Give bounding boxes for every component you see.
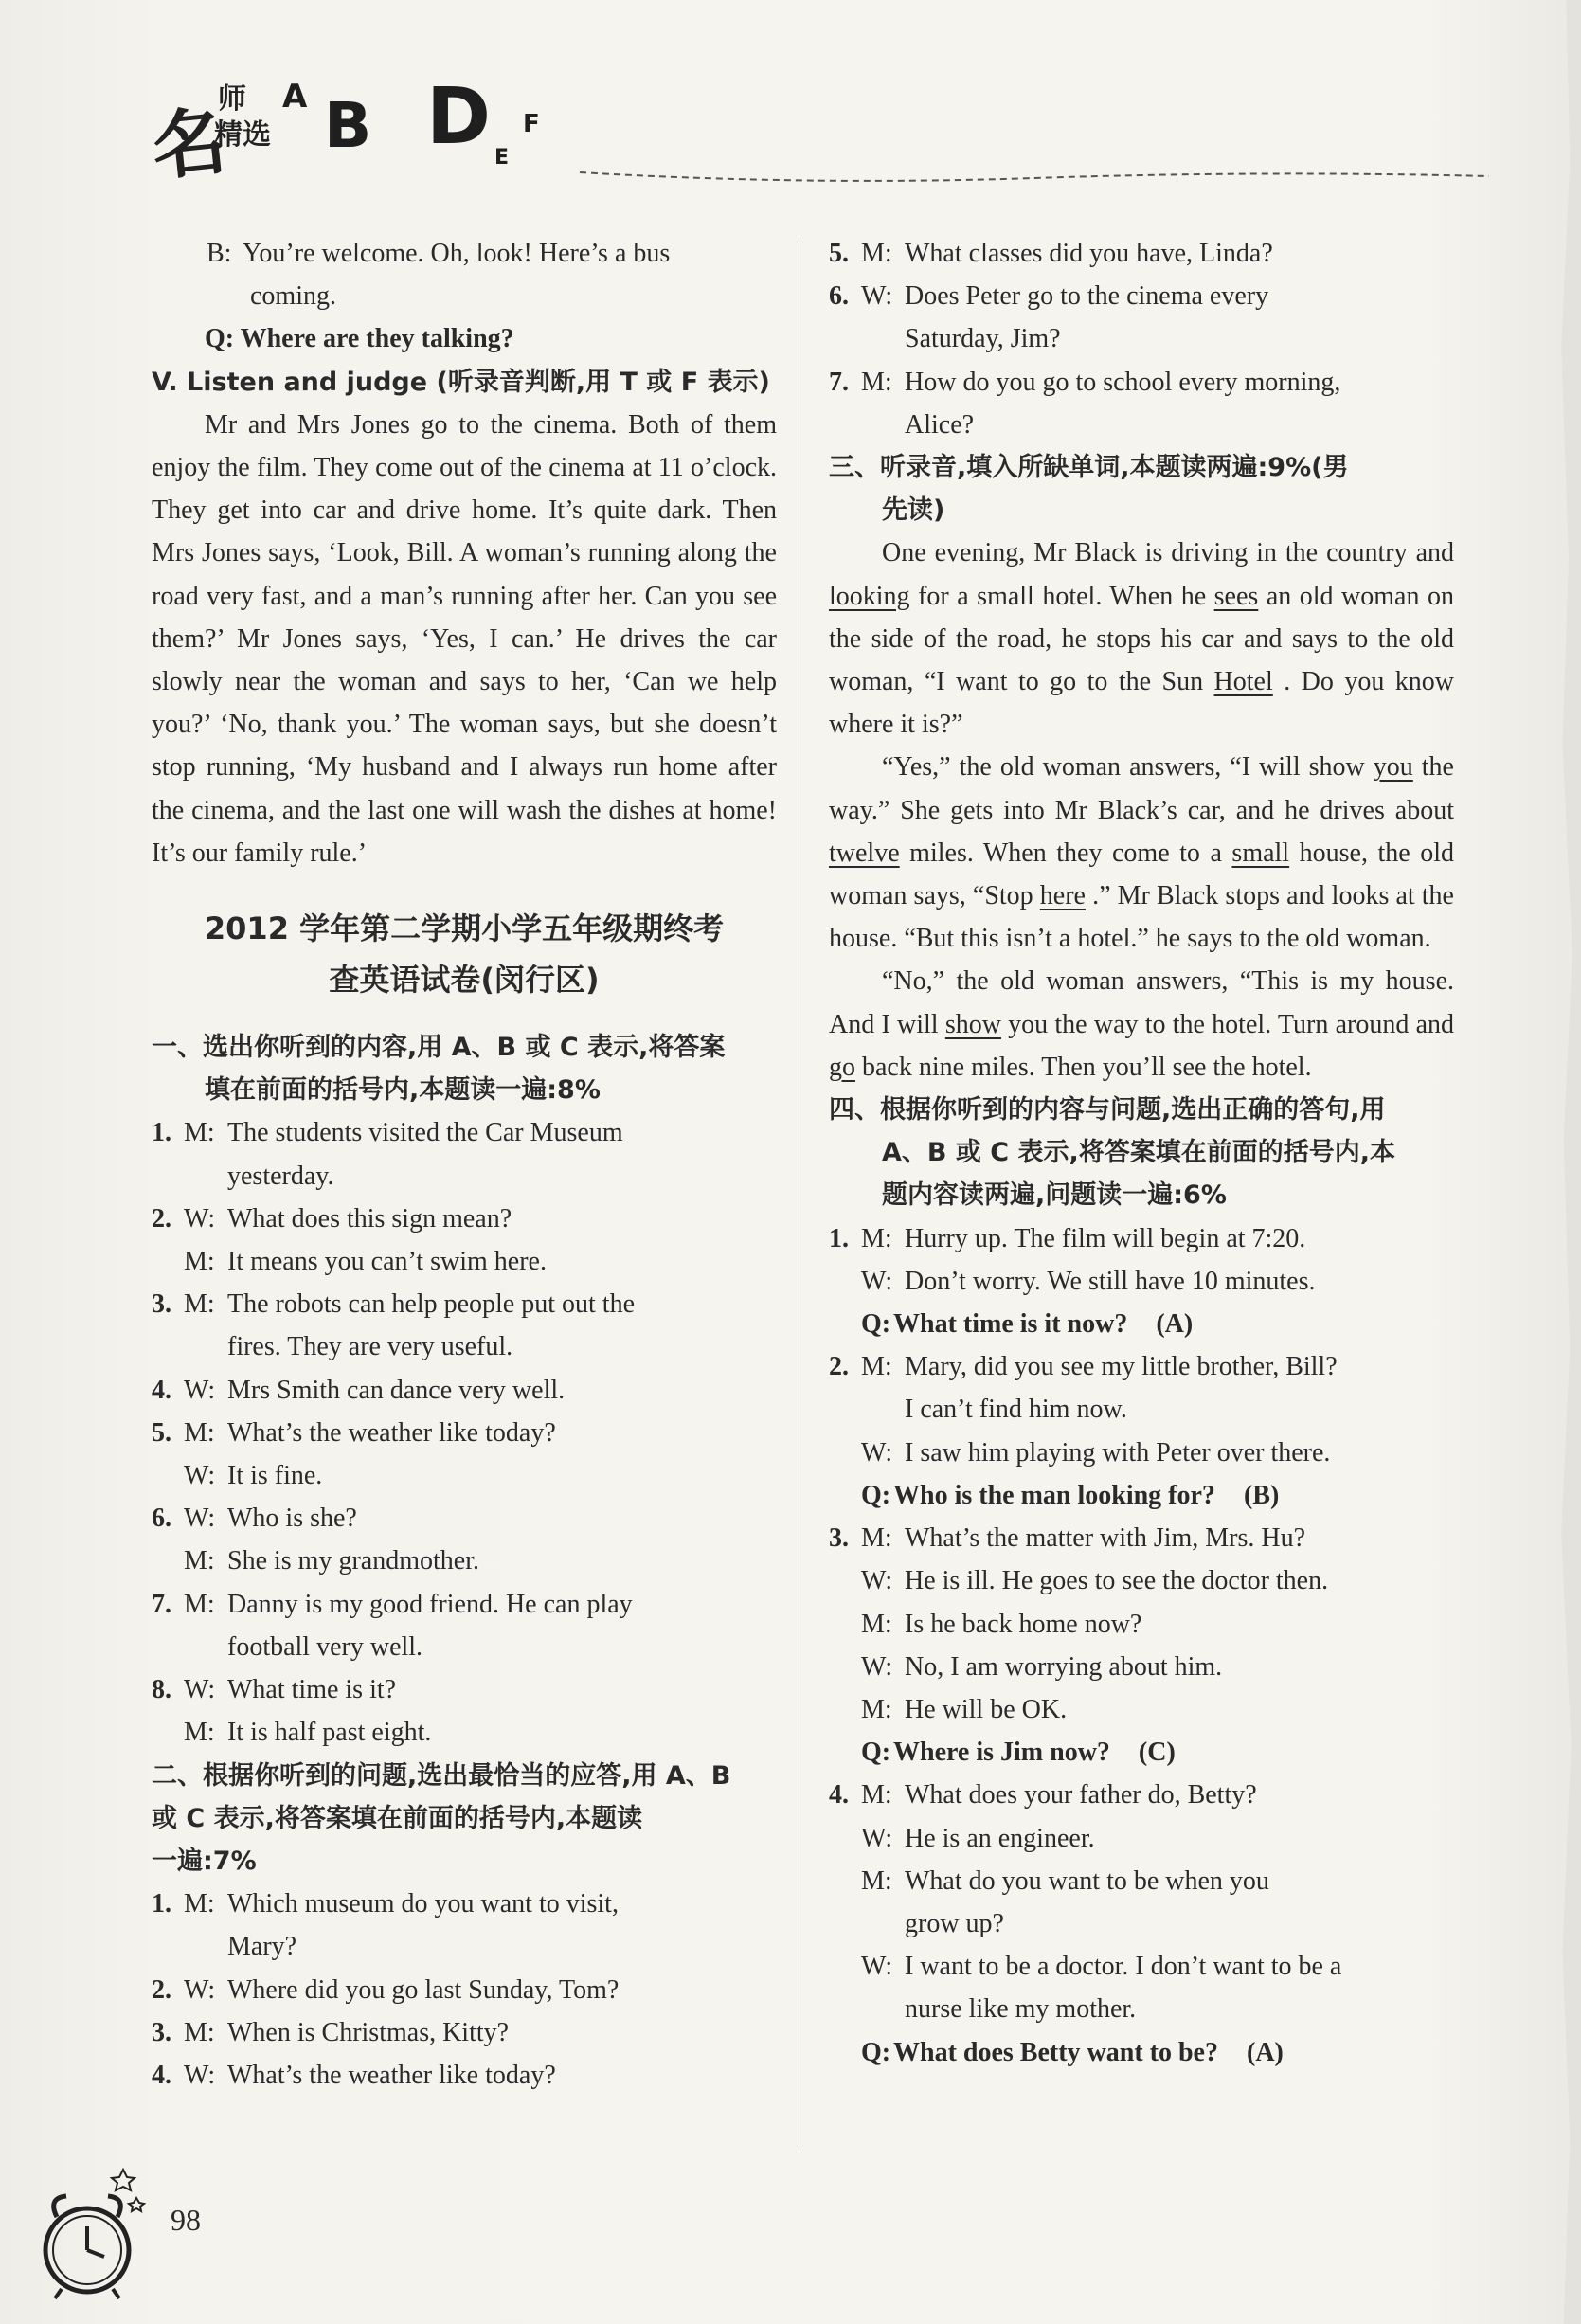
logo-sub1: 师 (218, 82, 246, 116)
section-2-heading (152, 1755, 777, 1883)
cloze-paragraph-1 (829, 531, 1454, 746)
dialogue-text: Which museum do you want to visit, (227, 1889, 619, 1919)
speaker (184, 1155, 227, 1198)
speaker: W: (861, 1266, 893, 1296)
cloze-paragraph-3 (829, 960, 1454, 1089)
answer-letter: (B) (1243, 1480, 1280, 1510)
speaker: M: (861, 239, 892, 268)
item-number (829, 1432, 861, 1474)
item-number (829, 1902, 861, 1945)
speaker: W: (184, 1375, 216, 1405)
item-number: 6. (829, 281, 849, 312)
section-4-items (829, 1217, 1454, 2074)
dialogue-line (152, 2011, 777, 2054)
speaker: M: (184, 1247, 215, 1277)
item-number: 5. (152, 1417, 171, 1448)
dialogue-line (152, 1369, 777, 1412)
section-instruction: 先读) (882, 495, 945, 526)
section-2-items-cont (829, 232, 1454, 446)
spacer (829, 1474, 861, 1517)
question-text: What time is it now? (893, 1309, 1128, 1340)
speaker: M: (184, 1118, 215, 1148)
logo-letter-d: D (426, 72, 492, 162)
alarm-clock-icon (28, 2151, 152, 2302)
filled-blank: Hotel (1213, 667, 1273, 697)
item-number: 1. (152, 1118, 171, 1148)
paragraph-text: .” Mr Black stops and looks at the house. “But this isn’t a hotel.” he says to the old woman. (829, 881, 1454, 954)
speaker (861, 1902, 905, 1945)
item-number (829, 1988, 861, 2030)
section-4-heading (829, 1089, 1454, 1217)
exam-title-line1: 2012 学年第二学期小学五年级期终考 (204, 910, 725, 947)
item-number (829, 1388, 861, 1431)
speaker: W: (861, 1651, 893, 1682)
item-number (829, 1860, 861, 1902)
dialogue-text: She is my grandmother. (227, 1546, 479, 1576)
paragraph-text: One evening, Mr Black is driving in the country and (882, 538, 1454, 568)
paragraph-text: you the way to the hotel. Turn around and (1000, 1009, 1454, 1039)
item-number (152, 1540, 184, 1582)
dialogue-line (152, 1111, 777, 1154)
dialogue-line (152, 1711, 777, 1754)
item-number: 8. (152, 1675, 171, 1705)
section-3-heading (829, 446, 1454, 531)
dialogue-line (829, 1388, 1454, 1431)
question-line (829, 1731, 1454, 1774)
section-1-items (152, 1111, 777, 1754)
item-number: 2. (152, 1203, 171, 1234)
speaker: M: (184, 1718, 215, 1748)
filled-blank: here (1039, 881, 1086, 911)
item-number: 3. (152, 1289, 171, 1320)
dialogue-line (829, 1517, 1454, 1559)
item-number: 4. (152, 2060, 171, 2090)
exam-title (152, 903, 777, 1005)
dialogue-text: I saw him playing with Peter over there. (905, 1437, 1331, 1468)
speaker: M: (184, 1889, 215, 1919)
item-number (829, 404, 861, 446)
paragraph-text: back nine miles. Then you’ll see the hotel. (855, 1052, 1312, 1082)
section-instruction: 三、听录音,填入所缺单词,本题读两遍:9%(男 (829, 453, 1349, 483)
dialogue-line (152, 1240, 777, 1283)
dialogue-text: Saturday, Jim? (905, 324, 1061, 354)
dialogue-line (829, 404, 1454, 446)
filled-blank: go (829, 1052, 855, 1082)
dialogue-line (152, 1283, 777, 1325)
section-instruction: A、B 或 C 表示,将答案填在前面的括号内,本 (882, 1138, 1396, 1168)
question-line (829, 1474, 1454, 1517)
speaker: M: (184, 1289, 215, 1320)
spacer (829, 1731, 861, 1774)
speaker: W: (861, 1566, 893, 1596)
logo (148, 72, 568, 191)
dialogue-text: What do you want to be when you (905, 1865, 1269, 1896)
paragraph-text: house, the old woman says, “Stop (829, 838, 1454, 911)
speaker: M: (861, 1694, 892, 1724)
q-label: Q: (861, 1309, 891, 1340)
speaker: W: (184, 1203, 216, 1234)
speaker: M: (861, 1609, 892, 1639)
spacer (829, 1303, 861, 1345)
right-column (829, 232, 1454, 2074)
speaker: W: (184, 1504, 216, 1534)
dialogue-text: Alice? (905, 409, 975, 440)
section-number: V. (152, 367, 178, 397)
section-instruction: 或 C 表示,将答案填在前面的括号内,本题读 (152, 1803, 643, 1833)
item-number (829, 317, 861, 360)
dialogue-text: Mary? (227, 1932, 297, 1962)
dialogue-line (829, 1260, 1454, 1303)
speaker: W: (184, 1974, 216, 2005)
dialogue-line (152, 1668, 777, 1711)
speaker (184, 1325, 227, 1368)
section-instruction: Listen and judge (听录音判断,用 T 或 F 表示) (187, 367, 770, 397)
dialogue-text: What time is it? (227, 1675, 397, 1705)
logo-letter-b: B (324, 89, 372, 162)
section-2-items (152, 1883, 777, 2097)
speaker: W: (861, 281, 893, 312)
dialogue-line (152, 1155, 777, 1198)
item-number (829, 1945, 861, 1988)
item-number (829, 1646, 861, 1688)
item-number: 2. (152, 1974, 171, 2005)
section-1-heading (152, 1026, 777, 1111)
speaker: M: (861, 1523, 892, 1554)
question-line (152, 317, 777, 360)
speaker: W: (184, 1675, 216, 1705)
dialogue-line (829, 1988, 1454, 2030)
item-number (152, 1626, 184, 1668)
item-number (152, 1711, 184, 1754)
item-number (829, 1603, 861, 1646)
dialogue-text: How do you go to school every morning, (905, 367, 1341, 397)
question-line (829, 1303, 1454, 1345)
dialogue-line (829, 1603, 1454, 1646)
speaker: M: (184, 1546, 215, 1576)
dialogue-line (829, 1774, 1454, 1816)
dialogue-line (829, 232, 1454, 275)
dialogue-text: What does this sign mean? (227, 1203, 512, 1234)
dialogue-text: grow up? (905, 1908, 1004, 1938)
section-instruction: 四、根据你听到的内容与问题,选出正确的答句,用 (829, 1095, 1386, 1126)
item-number (829, 1559, 861, 1602)
logo-letter-f: F (523, 110, 540, 138)
item-number (829, 1688, 861, 1731)
section-instruction: 二、根据你听到的问题,选出最恰当的应答,用 A、B (152, 1760, 731, 1791)
dialogue-line (829, 275, 1454, 317)
speaker: W: (184, 2060, 216, 2090)
logo-ming: 名 (148, 99, 231, 191)
filled-blank: twelve (829, 838, 900, 868)
question-text: What does Betty want to be? (893, 2037, 1218, 2067)
story-paragraph: Mr and Mrs Jones go to the cinema. Both of them enjoy the film. They come out of the cinema at 11 o’clock. They get into car and drive home. It’s quite dark. Then Mrs Jones says, ‘Look, Bill. A woman’s running along the road very fast, and a man’s running after her. Can you see them?’ Mr Jones says, ‘Yes, I can.’ He drives the car slowly near the woman and says to her, ‘Can we help you?’ ‘No, thank you.’ The woman says, but she doesn’t stop running, ‘My husband and I always run home after the cinema, and the last one will wash the dishes at home! It’s our family rule.’ (152, 409, 777, 868)
dialogue-text: The students visited the Car Museum (227, 1118, 623, 1148)
item-number: 7. (829, 367, 849, 397)
item-number: 3. (152, 2017, 171, 2047)
item-number: 4. (829, 1780, 849, 1811)
dialogue-text: The robots can help people put out the (227, 1289, 635, 1320)
speaker (184, 1925, 227, 1968)
filled-blank: show (944, 1009, 1001, 1039)
filled-blank: you (1373, 752, 1413, 783)
section-instruction: 填在前面的括号内,本题读一遍:8% (205, 1075, 601, 1106)
section-instruction: 题内容读两遍,问题读一遍:6% (882, 1180, 1227, 1211)
paragraph-text: miles. When they come to a (899, 838, 1232, 868)
dialogue-text: I want to be a doctor. I don’t want to be a (905, 1952, 1342, 1982)
question-text: Who is the man looking for? (893, 1480, 1215, 1510)
q-label: Q: (861, 2037, 891, 2067)
dialogue-text: What’s the weather like today? (227, 1417, 556, 1448)
speaker: M: (861, 367, 892, 397)
section-instruction: 一、选出你听到的内容,用 A、B 或 C 表示,将答案 (152, 1033, 726, 1063)
left-column (152, 232, 777, 2097)
answer-letter: (C) (1138, 1738, 1176, 1768)
item-number (152, 1325, 184, 1368)
dialogue-text: No, I am worrying about him. (905, 1651, 1223, 1682)
dialogue-line (152, 1883, 777, 1925)
item-number (829, 1817, 861, 1860)
dialogue-text: fires. They are very useful. (227, 1332, 513, 1362)
item-number (152, 1240, 184, 1283)
dialogue-line (829, 1860, 1454, 1902)
speaker (861, 1388, 905, 1431)
speaker: M: (861, 1352, 892, 1382)
filled-blank: looking (829, 581, 910, 611)
item-number: 7. (152, 1589, 171, 1619)
item-number: 2. (829, 1352, 849, 1382)
dialogue-line (829, 317, 1454, 360)
dialogue-line (829, 1345, 1454, 1388)
item-number: 3. (829, 1523, 849, 1554)
dialogue-line (152, 1412, 777, 1454)
paragraph-text: “Yes,” the old woman answers, “I will show (882, 752, 1374, 783)
dialogue-line (829, 1646, 1454, 1688)
dialogue-text: Who is she? (227, 1504, 357, 1534)
dialogue-text: When is Christmas, Kitty? (227, 2017, 510, 2047)
speaker: B: (207, 239, 232, 268)
header-dashed-rule (580, 163, 1489, 191)
dialogue-line (152, 2054, 777, 2097)
answer-letter: (A) (1247, 2037, 1284, 2067)
dialogue-text: I can’t find him now. (905, 1395, 1127, 1425)
speaker (861, 317, 905, 360)
dialogue-text: What’s the matter with Jim, Mrs. Hu? (905, 1523, 1306, 1554)
dialogue-text: What classes did you have, Linda? (905, 239, 1273, 268)
dialogue-line (829, 1945, 1454, 1988)
page-number: 98 (171, 2203, 201, 2237)
question-line (829, 2031, 1454, 2074)
dialogue-text: yesterday. (227, 1161, 334, 1191)
dialogue-text: What’s the weather like today? (227, 2060, 556, 2090)
dialogue-text: Danny is my good friend. He can play (227, 1589, 633, 1619)
dialogue-line (152, 1583, 777, 1626)
dialogue-text: Does Peter go to the cinema every (905, 281, 1269, 312)
dialogue-line (152, 1497, 777, 1540)
dialogue-line (152, 1198, 777, 1240)
q-label: Q: (861, 1738, 891, 1768)
speaker: M: (861, 1865, 892, 1896)
dialogue-text: Mary, did you see my little brother, Bill? (905, 1352, 1338, 1382)
speaker: W: (861, 1823, 893, 1853)
dialogue-text: Is he back home now? (905, 1609, 1142, 1639)
filled-blank: small (1231, 838, 1290, 868)
dialogue-line (829, 1559, 1454, 1602)
answer-letter: (A) (1156, 1309, 1194, 1340)
dialogue-line (152, 1540, 777, 1582)
logo-letter-e: E (494, 146, 510, 170)
dialogue-line (829, 1217, 1454, 1260)
logo-sub2: 精选 (214, 118, 271, 152)
dialogue-text: It is fine. (227, 1461, 323, 1491)
dialogue-line (829, 1902, 1454, 1945)
dialogue-line (829, 1432, 1454, 1474)
dialogue-line (152, 1454, 777, 1497)
speaker (184, 1626, 227, 1668)
dialogue-line (152, 1969, 777, 2011)
item-number: 5. (829, 239, 849, 268)
item-number: 1. (152, 1889, 171, 1919)
exam-title-line2: 查英语试卷(闵行区) (329, 962, 600, 999)
dialogue-text: It is half past eight. (227, 1718, 432, 1748)
item-number (152, 1454, 184, 1497)
speaker (861, 404, 905, 446)
item-number: 4. (152, 1375, 171, 1405)
speaker: M: (184, 1589, 215, 1619)
dialogue-text: Hurry up. The film will begin at 7:20. (905, 1223, 1306, 1253)
item-number: 6. (152, 1504, 171, 1534)
paragraph-text: . Do you know where it is?” (829, 667, 1454, 740)
spacer (829, 2031, 861, 2074)
dialogue-line (152, 1626, 777, 1668)
speaker: W: (184, 1461, 216, 1491)
dialogue-text: He is an engineer. (905, 1823, 1095, 1853)
speaker: M: (861, 1223, 892, 1253)
dialogue-text: He will be OK. (905, 1694, 1068, 1724)
dialogue-line (829, 1817, 1454, 1860)
dialogue-text: coming. (250, 281, 336, 312)
filled-blank: sees (1213, 581, 1259, 611)
dialogue-text: Don’t worry. We still have 10 minutes. (905, 1266, 1316, 1296)
speaker: M: (184, 2017, 215, 2047)
dialogue-line (829, 361, 1454, 404)
dialogue-text: What does your father do, Betty? (905, 1780, 1257, 1811)
dialogue-text: Where did you go last Sunday, Tom? (227, 1974, 620, 2005)
dialogue-line (152, 1925, 777, 1968)
item-number (829, 1260, 861, 1303)
paragraph-text: an old woman on the side of the road, he stops his car and says to the old woman, “I want to go to the Sun (829, 581, 1454, 697)
item-number: 1. (829, 1223, 849, 1253)
q-label: Q: (205, 324, 235, 354)
paragraph-text: the way.” She gets into Mr Black’s car, and he drives about (829, 752, 1454, 825)
section-v-heading (152, 361, 777, 404)
speaker: W: (861, 1437, 893, 1468)
dialogue-text: nurse like my mother. (905, 1994, 1137, 2025)
speaker: M: (184, 1417, 215, 1448)
item-number (152, 1925, 184, 1968)
dialogue-line (829, 1688, 1454, 1731)
speaker: W: (861, 1952, 893, 1982)
dialogue-text: football very well. (227, 1631, 423, 1662)
section-instruction: 一遍:7% (152, 1846, 257, 1876)
speaker: M: (861, 1780, 892, 1811)
dialogue-line (152, 1325, 777, 1368)
cloze-paragraph-2 (829, 746, 1454, 960)
dialogue-line (152, 232, 777, 275)
dialogue-text: It means you can’t swim here. (227, 1247, 547, 1277)
paragraph-text: “No,” the old woman answers, “This is my house. And I will (829, 966, 1454, 1039)
q-label: Q: (861, 1480, 891, 1510)
speaker (861, 1988, 905, 2030)
dialogue-text: Mrs Smith can dance very well. (227, 1375, 566, 1405)
question-text: Where is Jim now? (893, 1738, 1110, 1768)
item-number (152, 1155, 184, 1198)
paragraph-text: for a small hotel. When he (909, 581, 1214, 611)
dialogue-text: He is ill. He goes to see the doctor then. (905, 1566, 1329, 1596)
logo-letter-a: A (282, 78, 308, 116)
dialogue-text: You’re welcome. Oh, look! Here’s a bus (243, 239, 671, 268)
question-text: Where are they talking? (240, 324, 514, 354)
